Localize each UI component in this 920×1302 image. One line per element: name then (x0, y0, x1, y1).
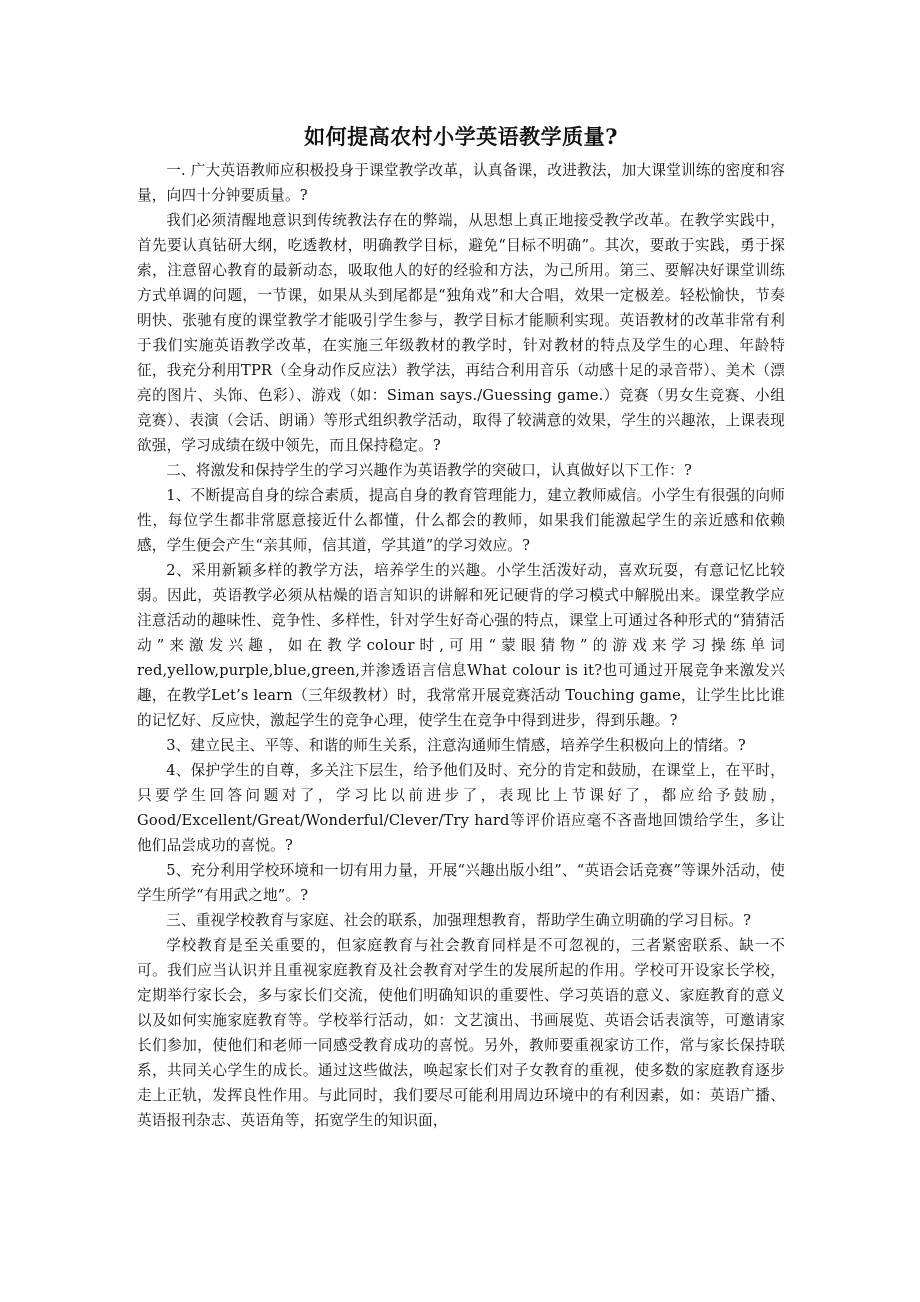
document-title: 如何提高农村小学英语教学质量? (304, 124, 618, 149)
paragraph-section-3: 三、重视学校教育与家庭、社会的联系，加强理想教育，帮助学生确立明确的学习目标。? (166, 912, 752, 929)
paragraph-item-2: 2、采用新颖多样的教学方法，培养学生的兴趣。小学生活泼好动，喜欢玩耍，有意记忆比较弱。因此，英语教学必须从枯燥的语言知识的讲解和死记硬背的学习模式中解脱出来。课堂教学应注意活动的趣味性、竞争性、多样性，针对学生好奇心强的特点，课堂上可通过各种形式的“猜猜活动”来激发兴趣，如在教学colour时,可用“蒙眼猜物”的游戏来学习操练单词red,yellow,purple,blue,green,并渗透语言信息What colour is it?也可通过开展竞争来激发兴趣，在教学Let’s learn（三年级教材）时，我常常开展竞赛活动 Touching game，让学生比比谁的记忆好、反应快，激起学生的竞争心理，使学生在竞争中得到进步，得到乐趣。? (137, 562, 785, 729)
paragraph-section-2: 二、将激发和保持学生的学习兴趣作为英语教学的突破口，认真做好以下工作：? (166, 462, 692, 479)
paragraph-item-3: 3、建立民主、平等、和谐的师生关系，注意沟通师生情感，培养学生积极向上的情绪。? (166, 737, 746, 754)
paragraph-section-1: 一. 广大英语教师应积极投身于课堂教学改革，认真备课，改进教法，加大课堂训练的密度和容量，向四十分钟要质量。? (137, 162, 785, 204)
paragraph-school-family: 学校教育是至关重要的，但家庭教育与社会教育同样是不可忽视的，三者紧密联系、缺一不可。我们应当认识并且重视家庭教育及社会教育对学生的发展所起的作用。学校可开设家长学校，定期举行家长会，多与家长们交流，使他们明确知识的重要性、学习英语的意义、家庭教育的意义以及如何实施家庭教育等。学校举行活动，如：文艺演出、书画展览、英语会话表演等，可邀请家长们参加，使他们和老师一同感受教育成功的喜悦。另外，教师要重视家访工作，常与家长保持联系，共同关心学生的成长。通过这些做法，唤起家长们对子女教育的重视，使多数的家庭教育逐步走上正轨，发挥良性作用。与此同时，我们要尽可能利用周边环境中的有利因素，如：英语广播、英语报刊杂志、英语角等，拓宽学生的知识面， (137, 937, 785, 1129)
paragraph-teaching-reform: 我们必须清醒地意识到传统教法存在的弊端，从思想上真正地接受教学改革。在教学实践中，首先要认真钻研大纲，吃透教材，明确教学目标，避免“目标不明确”。其次，要敢于实践，勇于探索，注意留心教育的最新动态，吸取他人的好的经验和方法，为己所用。第三、要解决好课堂训练方式单调的问题，一节课，如果从头到尾都是“独角戏”和大合唱，效果一定极差。轻松愉快，节奏明快、张驰有度的课堂教学才能吸引学生参与，教学目标才能顺利实现。英语教材的改革非常有利于我们实施英语教学改革，在实施三年级教材的教学时，针对教材的特点及学生的心理、年龄特征，我充分利用TPR（全身动作反应法）教学法，再结合利用音乐（动感十足的录音带）、美术（漂亮的图片、头饰、色彩）、游戏（如：Siman says./Guessing game.）竞赛（男女生竞赛、小组竞赛）、表演（会话、朗诵）等形式组织教学活动，取得了较满意的效果，学生的兴趣浓，上课表现欲强，学习成绩在级中领先，而且保持稳定。? (137, 212, 785, 454)
paragraph-item-4: 4、保护学生的自尊，多关注下层生，给予他们及时、充分的肯定和鼓励，在课堂上，在平时，只要学生回答问题对了，学习比以前进步了，表现比上节课好了，都应给予鼓励，Good/Excellent/Great/Wonderful/Clever/Try hard等评价语应毫不吝啬地回馈给学生，多让他们品尝成功的喜悦。? (137, 762, 785, 854)
document-body (137, 122, 785, 1133)
paragraph-item-1: 1、不断提高自身的综合素质，提高自身的教育管理能力，建立教师威信。小学生有很强的向师性，每位学生都非常愿意接近什么都懂，什么都会的教师，如果我们能激起学生的亲近感和依赖感，学生便会产生“亲其师，信其道，学其道”的学习效应。? (137, 487, 785, 554)
paragraph-item-5: 5、充分利用学校环境和一切有用力量，开展“兴趣出版小组”、“英语会话竞赛”等课外活动，使学生所学“有用武之地”。? (137, 862, 785, 904)
